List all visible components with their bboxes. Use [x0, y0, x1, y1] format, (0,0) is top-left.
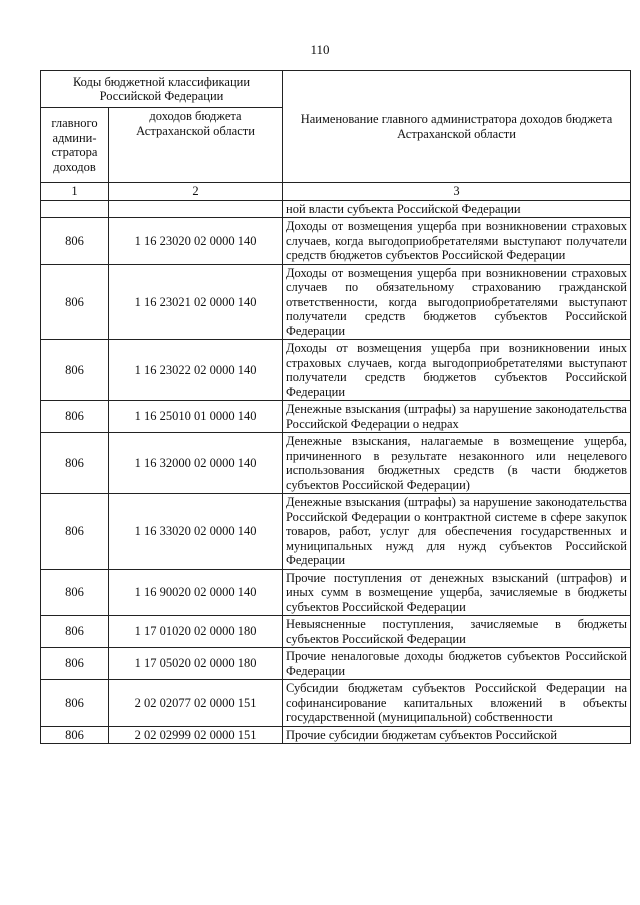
admin-code-cell: 806 [41, 569, 109, 616]
table-row [41, 433, 631, 494]
table-row [41, 569, 631, 616]
admin-code-cell: 806 [41, 433, 109, 494]
name-cell: Субсидии бюджетам субъектов Российской Федерации на софинансирование капитальных вложений в объекты государственной (муниципальной) собственности [283, 680, 631, 727]
admin-code-cell: 806 [41, 680, 109, 727]
budget-codes-table [40, 70, 631, 744]
admin-code-cell: 806 [41, 340, 109, 401]
income-code-cell: 1 17 01020 02 0000 180 [109, 616, 283, 648]
table-row [41, 401, 631, 433]
income-code-cell: 1 16 23020 02 0000 140 [109, 218, 283, 265]
income-code-cell: 2 02 02077 02 0000 151 [109, 680, 283, 727]
column-number: 3 [283, 183, 631, 201]
admin-code-cell: 806 [41, 616, 109, 648]
income-code-cell: 1 17 05020 02 0000 180 [109, 648, 283, 680]
name-cell: Денежные взыскания (штрафы) за нарушение законодательства Российской Федерации о недрах [283, 401, 631, 433]
admin-code-cell [41, 200, 109, 218]
name-column-header: Наименование главного администратора доходов бюджета Астраханской области [283, 71, 631, 183]
column-number-row [41, 183, 631, 201]
admin-code-header: главного админи-стратора доходов [41, 108, 109, 183]
table-row [41, 494, 631, 570]
name-cell: Денежные взыскания (штрафы) за нарушение законодательства Российской Федерации о контрактной системе в сфере закупок товаров, работ, услуг для обеспечения государственных и муниципальных нужд для нужд субъектов Российской Федерации [283, 494, 631, 570]
income-code-cell: 1 16 33020 02 0000 140 [109, 494, 283, 570]
income-code-header: доходов бюджета Астраханской области [109, 108, 283, 183]
admin-code-cell: 806 [41, 401, 109, 433]
table-row [41, 218, 631, 265]
column-number: 1 [41, 183, 109, 201]
income-code-cell: 2 02 02999 02 0000 151 [109, 726, 283, 744]
income-code-cell [109, 200, 283, 218]
table-row [41, 264, 631, 340]
column-number: 2 [109, 183, 283, 201]
name-cell: Прочие поступления от денежных взысканий (штрафов) и иных сумм в возмещение ущерба, зачисляемые в бюджеты субъектов Российской Федерации [283, 569, 631, 616]
income-code-cell: 1 16 23021 02 0000 140 [109, 264, 283, 340]
admin-code-cell: 806 [41, 264, 109, 340]
income-code-cell: 1 16 23022 02 0000 140 [109, 340, 283, 401]
name-cell: ной власти субъекта Российской Федерации [283, 200, 631, 218]
admin-code-cell: 806 [41, 218, 109, 265]
table-body [41, 200, 631, 744]
name-cell: Прочие субсидии бюджетам субъектов Российской [283, 726, 631, 744]
income-code-cell: 1 16 25010 01 0000 140 [109, 401, 283, 433]
table-row [41, 680, 631, 727]
income-code-cell: 1 16 32000 02 0000 140 [109, 433, 283, 494]
name-cell: Прочие неналоговые доходы бюджетов субъектов Российской Федерации [283, 648, 631, 680]
name-cell: Доходы от возмещения ущерба при возникновении страховых случаев по обязательному страхованию гражданской ответственности, когда выгодоприобретателями выступают получатели средств бюджетов субъектов Российской Федерации [283, 264, 631, 340]
name-cell: Доходы от возмещения ущерба при возникновении иных страховых случаев, когда выгодоприобретателями выступают получатели средств бюджетов субъектов Российской Федерации [283, 340, 631, 401]
admin-code-cell: 806 [41, 494, 109, 570]
table-row [41, 648, 631, 680]
table-row [41, 200, 631, 218]
name-cell: Невыясненные поступления, зачисляемые в бюджеты субъектов Российской Федерации [283, 616, 631, 648]
table-header-row [41, 71, 631, 108]
table-row [41, 726, 631, 744]
table-row [41, 340, 631, 401]
admin-code-cell: 806 [41, 648, 109, 680]
name-cell: Денежные взыскания, налагаемые в возмещение ущерба, причиненного в результате незаконного или нецелевого использования бюджетных средств (в части бюджетов субъектов Российской Федерации) [283, 433, 631, 494]
admin-code-cell: 806 [41, 726, 109, 744]
page-number: 110 [310, 42, 330, 57]
codes-group-header: Коды бюджетной классификации Российской Федерации [41, 71, 283, 108]
name-cell: Доходы от возмещения ущерба при возникновении страховых случаев, когда выгодоприобретателями выступают получатели средств бюджетов субъектов Российской Федерации [283, 218, 631, 265]
income-code-cell: 1 16 90020 02 0000 140 [109, 569, 283, 616]
table-row [41, 616, 631, 648]
